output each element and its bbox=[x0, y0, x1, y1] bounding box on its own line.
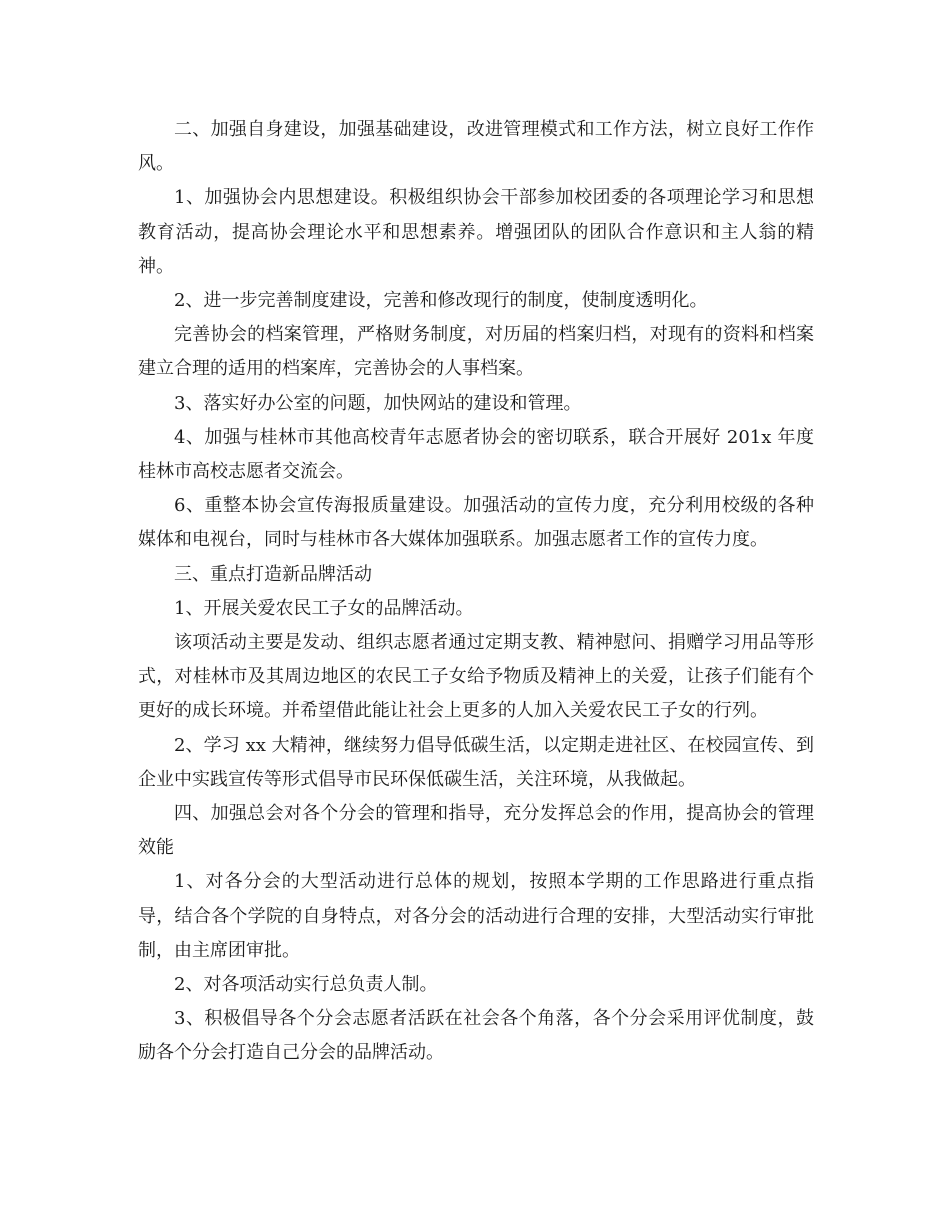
paragraph-brand-item-1: 1、开展关爱农民工子女的品牌活动。 bbox=[174, 597, 474, 619]
paragraph-item-3: 3、落实好办公室的问题，加快网站的建设和管理。 bbox=[174, 392, 582, 414]
paragraph-mgmt-item-1: 1、对各分会的大型活动进行总体的规划，按照本学期的工作思路进行重点指导，结合各个学院的自身特点，对各分会的活动进行合理的安排，大型活动实行审批制，由主席团审批。 bbox=[138, 871, 814, 961]
section-heading-3: 三、重点打造新品牌活动 bbox=[174, 563, 372, 585]
paragraph-mgmt-item-3: 3、积极倡导各个分会志愿者活跃在社会各个角落，各个分会采用评优制度，鼓励各个分会打造自己分会的品牌活动。 bbox=[138, 1008, 814, 1064]
document-body bbox=[138, 113, 814, 1071]
section-heading-2: 二、加强自身建设，加强基础建设，改进管理模式和工作方法，树立良好工作作风。 bbox=[138, 119, 814, 175]
paragraph-item-6: 6、重整本协会宣传海报质量建设。加强活动的宣传力度，充分利用校级的各种媒体和电视台，同时与桂林市各大媒体加强联系。加强志愿者工作的宣传力度。 bbox=[138, 495, 814, 551]
paragraph-archives: 完善协会的档案管理，严格财务制度，对历届的档案归档，对现有的资料和档案建立合理的适用的档案库，完善协会的人事档案。 bbox=[138, 324, 814, 380]
paragraph-item-1: 1、加强协会内思想建设。积极组织协会干部参加校团委的各项理论学习和思想教育活动，提高协会理论水平和思想素养。增强团队的团队合作意识和主人翁的精神。 bbox=[138, 187, 814, 277]
paragraph-brand-description: 该项活动主要是发动、组织志愿者通过定期支教、精神慰问、捐赠学习用品等形式，对桂林市及其周边地区的农民工子女给予物质及精神上的关爱，让孩子们能有个更好的成长环境。并希望借此能让社会上更多的人加入关爱农民工子女的行列。 bbox=[138, 632, 814, 722]
paragraph-mgmt-item-2: 2、对各项活动实行总负责人制。 bbox=[174, 974, 438, 996]
paragraph-item-4: 4、加强与桂林市其他高校青年志愿者协会的密切联系，联合开展好 201x 年度桂林市高校志愿者交流会。 bbox=[138, 426, 814, 483]
paragraph-item-2: 2、进一步完善制度建设，完善和修改现行的制度，使制度透明化。 bbox=[174, 290, 708, 312]
paragraph-brand-item-2: 2、学习 xx 大精神，继续努力倡导低碳生活，以定期走进社区、在校园宣传、到企业中实践宣传等形式倡导市民环保低碳生活，关注环境，从我做起。 bbox=[138, 734, 814, 790]
section-heading-4: 四、加强总会对各个分会的管理和指导，充分发挥总会的作用，提高协会的管理效能 bbox=[138, 803, 814, 859]
